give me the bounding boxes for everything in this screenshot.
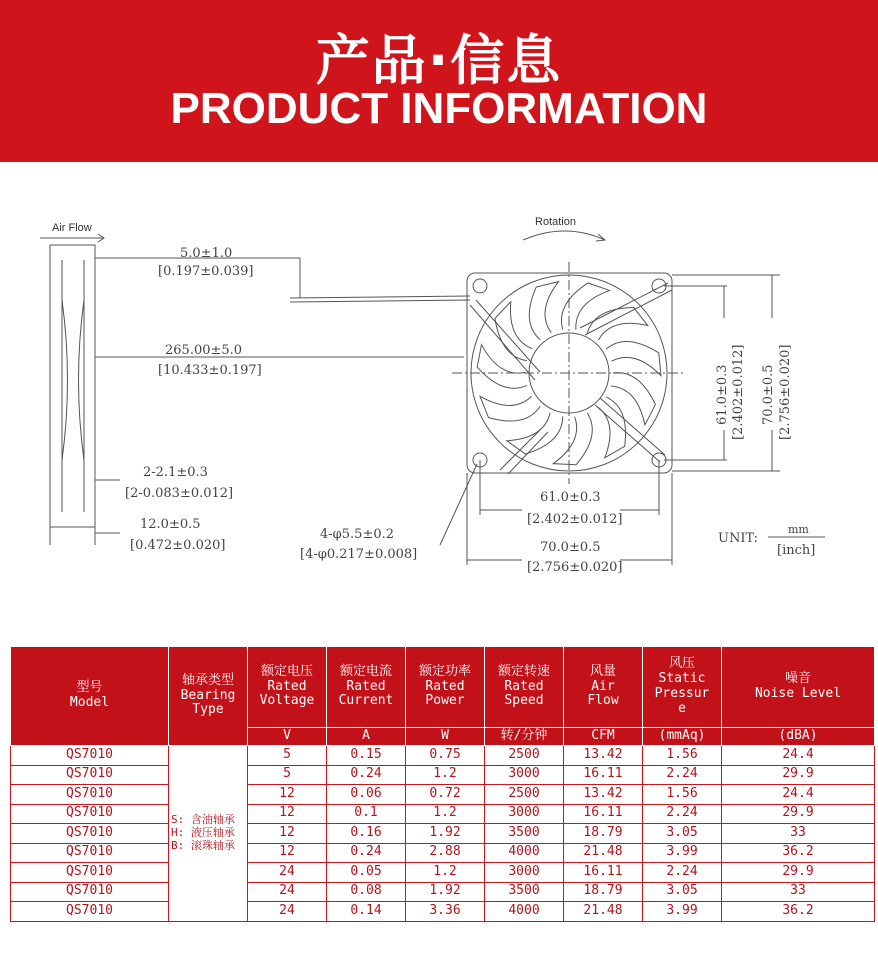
header-line: Rated <box>425 678 465 694</box>
cable <box>290 296 470 302</box>
cell-speed: 4000 <box>485 902 564 922</box>
cell-model: QS7010 <box>11 863 169 883</box>
header-line: 风量 <box>589 663 616 679</box>
fan-dimension-drawing <box>0 162 878 632</box>
cell-noise: 24.4 <box>722 746 875 766</box>
bearing-types-cell <box>169 746 248 922</box>
unit-inch: [inch] <box>777 543 816 558</box>
table-row <box>11 785 875 805</box>
cell-airflow: 16.11 <box>564 804 643 824</box>
header-line: 噪音 <box>784 671 811 687</box>
cell-pressure: 3.05 <box>643 882 722 902</box>
cell-power: 2.88 <box>406 843 485 863</box>
header-voltage <box>248 647 327 728</box>
unit-cell: W <box>406 728 485 746</box>
header-line: Model <box>69 695 110 710</box>
header-line: 额定转速 <box>497 663 550 679</box>
cell-noise: 29.9 <box>722 863 875 883</box>
fan-blade <box>480 396 540 421</box>
table-row <box>11 804 875 824</box>
cell-power: 0.75 <box>406 746 485 766</box>
lead-length-mm: 5.0±1.0 <box>180 246 233 261</box>
cell-current: 0.1 <box>327 804 406 824</box>
thickness-inch: [0.472±0.020] <box>130 538 226 553</box>
header-line: Rated <box>267 678 307 694</box>
bearing-type: B: 滚珠轴承 <box>171 838 235 852</box>
cell-model: QS7010 <box>11 746 169 766</box>
cell-power: 1.92 <box>406 824 485 844</box>
cable-length-mm: 265.00±5.0 <box>165 343 243 358</box>
cell-model: QS7010 <box>11 785 169 805</box>
header-line: 额定功率 <box>418 663 471 679</box>
bearing-type: H: 液压轴承 <box>171 825 235 839</box>
cell-power: 0.72 <box>406 785 485 805</box>
rotation-label: Rotation <box>535 216 576 228</box>
cell-model: QS7010 <box>11 824 169 844</box>
cell-noise: 29.9 <box>722 765 875 785</box>
lead-length-inch: [0.197±0.039] <box>158 264 254 279</box>
cell-noise: 29.9 <box>722 804 875 824</box>
cell-voltage: 12 <box>248 785 327 805</box>
cell-power: 1.2 <box>406 804 485 824</box>
header-line: Speed <box>504 693 544 709</box>
fan-blade <box>611 373 655 425</box>
cable-length-inch: [10.433±0.197] <box>158 363 262 378</box>
cell-current: 0.15 <box>327 746 406 766</box>
table-row <box>11 765 875 785</box>
size-inch: [2.756±0.020] <box>527 560 623 575</box>
cell-noise: 36.2 <box>722 843 875 863</box>
cell-pressure: 1.56 <box>643 746 722 766</box>
air-flow-label: Air Flow <box>52 222 92 234</box>
unit-cell: (mmAq) <box>643 728 722 746</box>
table-row <box>11 824 875 844</box>
header-airflow <box>564 647 643 728</box>
size-mm-vertical: 70.0±0.5 <box>761 364 776 425</box>
cell-model: QS7010 <box>11 902 169 922</box>
cell-current: 0.05 <box>327 863 406 883</box>
cell-speed: 2500 <box>485 785 564 805</box>
cell-pressure: 1.56 <box>643 785 722 805</box>
cell-airflow: 21.48 <box>564 902 643 922</box>
header-model <box>11 647 169 746</box>
cell-model: QS7010 <box>11 804 169 824</box>
table-row <box>11 843 875 863</box>
cell-power: 1.92 <box>406 882 485 902</box>
cell-current: 0.08 <box>327 882 406 902</box>
holes-inch: [4-φ0.217±0.008] <box>300 547 418 562</box>
header-power <box>406 647 485 728</box>
unit-cell: V <box>248 728 327 746</box>
cell-pressure: 3.99 <box>643 843 722 863</box>
header-pressure <box>643 647 722 728</box>
fan-blade <box>587 307 648 340</box>
cell-model: QS7010 <box>11 843 169 863</box>
header-bearing <box>169 647 248 746</box>
title-cn: 产品·信息 <box>315 29 563 92</box>
header-current <box>327 647 406 728</box>
thickness-mm: 12.0±0.5 <box>140 517 201 532</box>
header-line: Air <box>591 678 615 694</box>
cell-speed: 2500 <box>485 746 564 766</box>
title-en: PRODUCT INFORMATION <box>170 84 708 133</box>
cell-speed: 3000 <box>485 765 564 785</box>
cell-speed: 3000 <box>485 804 564 824</box>
unit-cell: CFM <box>564 728 643 746</box>
cell-airflow: 21.48 <box>564 843 643 863</box>
unit-cell: (dBA) <box>722 728 875 746</box>
cell-power: 3.36 <box>406 902 485 922</box>
header-line: Noise Level <box>754 686 842 701</box>
cell-current: 0.24 <box>327 843 406 863</box>
cell-noise: 33 <box>722 824 875 844</box>
size-mm: 70.0±0.5 <box>540 540 601 555</box>
header-row <box>11 647 875 728</box>
header-speed <box>485 647 564 728</box>
cell-pressure: 3.99 <box>643 902 722 922</box>
fan-blade <box>529 282 558 340</box>
cell-voltage: 5 <box>248 765 327 785</box>
cell-voltage: 24 <box>248 863 327 883</box>
cell-current: 0.24 <box>327 765 406 785</box>
spec-table <box>10 646 875 922</box>
header-line: Type <box>192 702 224 718</box>
cell-pressure: 2.24 <box>643 765 722 785</box>
hole-depth-mm: 2-2.1±0.3 <box>143 465 208 480</box>
cell-airflow: 16.11 <box>564 863 643 883</box>
cell-pressure: 2.24 <box>643 804 722 824</box>
header-line: 风压 <box>668 656 695 672</box>
fan-blade <box>606 342 661 376</box>
cell-airflow: 18.79 <box>564 882 643 902</box>
header-line: Rated <box>346 678 386 694</box>
cell-voltage: 12 <box>248 824 327 844</box>
header-line: Pressur <box>654 686 710 701</box>
fan-blade <box>495 302 532 361</box>
unit-cell: A <box>327 728 406 746</box>
cell-noise: 33 <box>722 882 875 902</box>
fan-front-view <box>452 231 686 484</box>
header-line: Flow <box>587 693 619 709</box>
unit-cell: 转/分钟 <box>485 728 564 746</box>
cell-airflow: 13.42 <box>564 746 643 766</box>
cell-noise: 24.4 <box>722 785 875 805</box>
cell-speed: 3500 <box>485 824 564 844</box>
table-row <box>11 746 875 766</box>
cell-pressure: 2.24 <box>643 863 722 883</box>
header-line: Power <box>425 693 465 709</box>
table-row <box>11 882 875 902</box>
fan-blade <box>553 413 592 465</box>
unit-label: UNIT: <box>718 531 759 546</box>
fan-blade <box>507 413 563 454</box>
cell-airflow: 18.79 <box>564 824 643 844</box>
fan-blade <box>597 397 625 458</box>
cell-voltage: 12 <box>248 804 327 824</box>
pitch-mm: 61.0±0.3 <box>540 490 601 505</box>
cell-power: 1.2 <box>406 863 485 883</box>
cell-voltage: 24 <box>248 902 327 922</box>
header-line: Rated <box>504 678 544 694</box>
hole-depth-inch: [2-0.083±0.012] <box>125 486 234 501</box>
header-banner <box>0 0 878 162</box>
cell-speed: 4000 <box>485 843 564 863</box>
cell-speed: 3000 <box>485 863 564 883</box>
cell-voltage: 12 <box>248 843 327 863</box>
cell-current: 0.06 <box>327 785 406 805</box>
header-line: 额定电流 <box>339 663 392 679</box>
size-inch-vertical: [2.756±0.020] <box>778 344 793 440</box>
pitch-inch: [2.402±0.012] <box>527 512 623 527</box>
fan-blade <box>477 345 527 389</box>
cell-airflow: 16.11 <box>564 765 643 785</box>
cell-voltage: 5 <box>248 746 327 766</box>
bearing-type: S: 含油轴承 <box>171 813 235 827</box>
table-row <box>11 863 875 883</box>
table-row <box>11 902 875 922</box>
cell-airflow: 13.42 <box>564 785 643 805</box>
header-line: e <box>678 700 686 716</box>
header-line: 额定电压 <box>260 663 313 679</box>
header-line: Voltage <box>259 693 315 709</box>
cell-current: 0.14 <box>327 902 406 922</box>
unit-mm: mm <box>788 523 809 536</box>
cell-voltage: 24 <box>248 882 327 902</box>
header-line: Static <box>658 671 706 687</box>
header-noise <box>722 647 875 728</box>
cell-noise: 36.2 <box>722 902 875 922</box>
cell-model: QS7010 <box>11 882 169 902</box>
cell-power: 1.2 <box>406 765 485 785</box>
cell-current: 0.16 <box>327 824 406 844</box>
cell-pressure: 3.05 <box>643 824 722 844</box>
cell-speed: 3500 <box>485 882 564 902</box>
pitch-mm-vertical: 61.0±0.3 <box>715 364 730 425</box>
header-line: Bearing <box>180 687 236 703</box>
pitch-inch-vertical: [2.402±0.012] <box>731 344 746 440</box>
header-line: Current <box>338 693 394 709</box>
header-line: 型号 <box>76 680 103 696</box>
cell-model: QS7010 <box>11 765 169 785</box>
header-line: 轴承类型 <box>181 672 234 688</box>
holes-mm: 4-φ5.5±0.2 <box>320 527 395 542</box>
